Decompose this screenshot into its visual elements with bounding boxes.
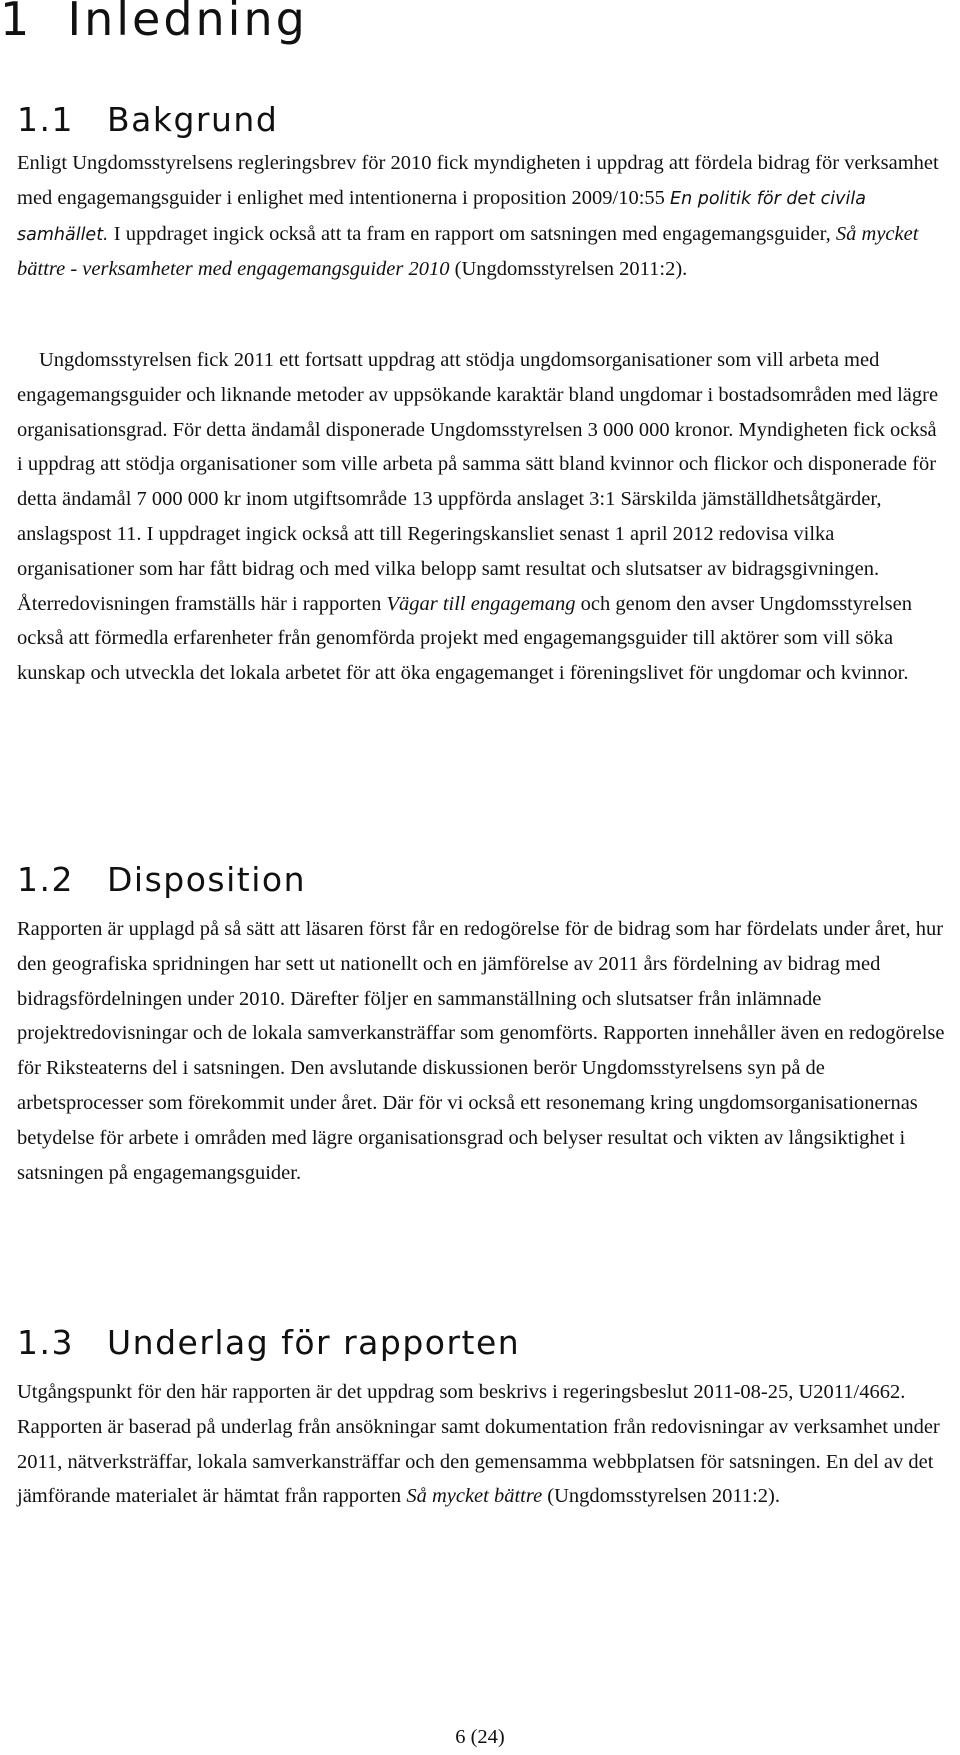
italic-title: Så mycket bättre	[406, 1485, 543, 1508]
chapter-number: 1	[0, 0, 33, 46]
section-heading-disposition	[17, 860, 306, 900]
section-title: Disposition	[107, 860, 306, 899]
bakgrund-paragraph-2: Ungdomsstyrelsen fick 2011 ett fortsatt uppdrag att stödja ungdomsorganisationer som vill arbeta med engagemangsguider och liknande metoder av uppsökande karaktär bland ungdomar i bostadsområden med lägre organisationsgrad. För detta ändamål disponerade Ungdomsstyrelsen 3 000 000 kronor. Myndigheten fick också i uppdrag att stödja organisationer som ville arbeta på samma sätt bland kvinnor och flickor och disponerade för detta ändamål 7 000 000 kr inom utgiftsområde 13 uppförda anslaget 3:1 Särskilda jämställdhetsåtgärder, anslagspost 11. I uppdraget ingick också att till Regeringskansliet senast 1 april 2012 redovisa vilka organisationer som har fått bidrag och med vilka belopp samt resultat och slutsatser av bidragsgivningen. Återredovisningen framställs här i rapporten Vägar till engagemang och genom den avser Ungdomsstyrelsen också att förmedla erfarenheter från genomförda projekt med engagemangsguider till aktörer som vill söka kunskap och utveckla det lokala arbetet för att öka engagemanget i föreningslivet för ungdomar och kvinnor.	[17, 349, 939, 685]
bakgrund-paragraph-1: Enligt Ungdomsstyrelsens regleringsbrev för 2010 fick myndigheten i uppdrag att fördela bidrag för verksamhet med engagemangsguider i enlighet med intentionerna i proposition 2009/10:55 En politik för det civila samhället. I uppdraget ingick också att ta fram en rapport om satsningen med engagemangsguider, Så mycket bättre - verksamheter med engagemangsguider 2010 (Ungdomsstyrelsen 2011:2).	[17, 152, 939, 281]
section-title: Underlag för rapporten	[107, 1323, 521, 1362]
chapter-heading	[0, 0, 308, 47]
chapter-title: Inledning	[67, 0, 308, 46]
section-title: Bakgrund	[107, 100, 279, 139]
section-number: 1.2	[17, 860, 74, 899]
underlag-paragraph: Utgångspunkt för den här rapporten är det uppdrag som beskrivs i regeringsbeslut 2011-08-25, U2011/4662. Rapporten är baserad på underlag från ansökningar samt dokumentation från redovisningar av verksamhet under 2011, nätverksträffar, lokala samverkansträffar och den gemensamma webbplatsen för satsningen. En del av det jämförande materialet är hämtat från rapporten Så mycket bättre (Ungdomsstyrelsen 2011:2).	[17, 1381, 940, 1508]
italic-title: Vägar till engagemang	[386, 592, 576, 615]
disposition-paragraph: Rapporten är upplagd på så sätt att läsaren först får en redogörelse för de bidrag som har fördelats under året, hur den geografiska spridningen har sett ut nationellt och en jämförelse av 2011 års fördelning av bidrag med bidragsfördelningen under 2010. Därefter följer en sammanställning och slutsatser från inlämnade projektredovisningar och de lokala samverkansträffar som genomförts. Rapporten innehåller även en redogörelse för Riksteaterns del i satsningen. Den avslutande diskussionen berör Ungdomsstyrelsens syn på de arbetsprocesser som förekommit under året. Där för vi också ett resonemang kring ungdomsorganisationernas betydelse för arbete i områden med lägre organisationsgrad och belyser resultat och vikten av långsiktighet i satsningen på engagemangsguider.	[17, 918, 945, 1184]
section-heading-bakgrund	[17, 100, 278, 140]
italic-title: En politik för det civila samhället.	[17, 188, 866, 245]
section-number: 1.1	[17, 100, 74, 139]
page-number: 6 (24)	[455, 1726, 505, 1748]
section-number: 1.3	[17, 1323, 74, 1362]
italic-title: Så mycket bättre - verksamheter med engagemangsguider 2010	[17, 222, 919, 281]
section-heading-underlag	[17, 1323, 520, 1363]
